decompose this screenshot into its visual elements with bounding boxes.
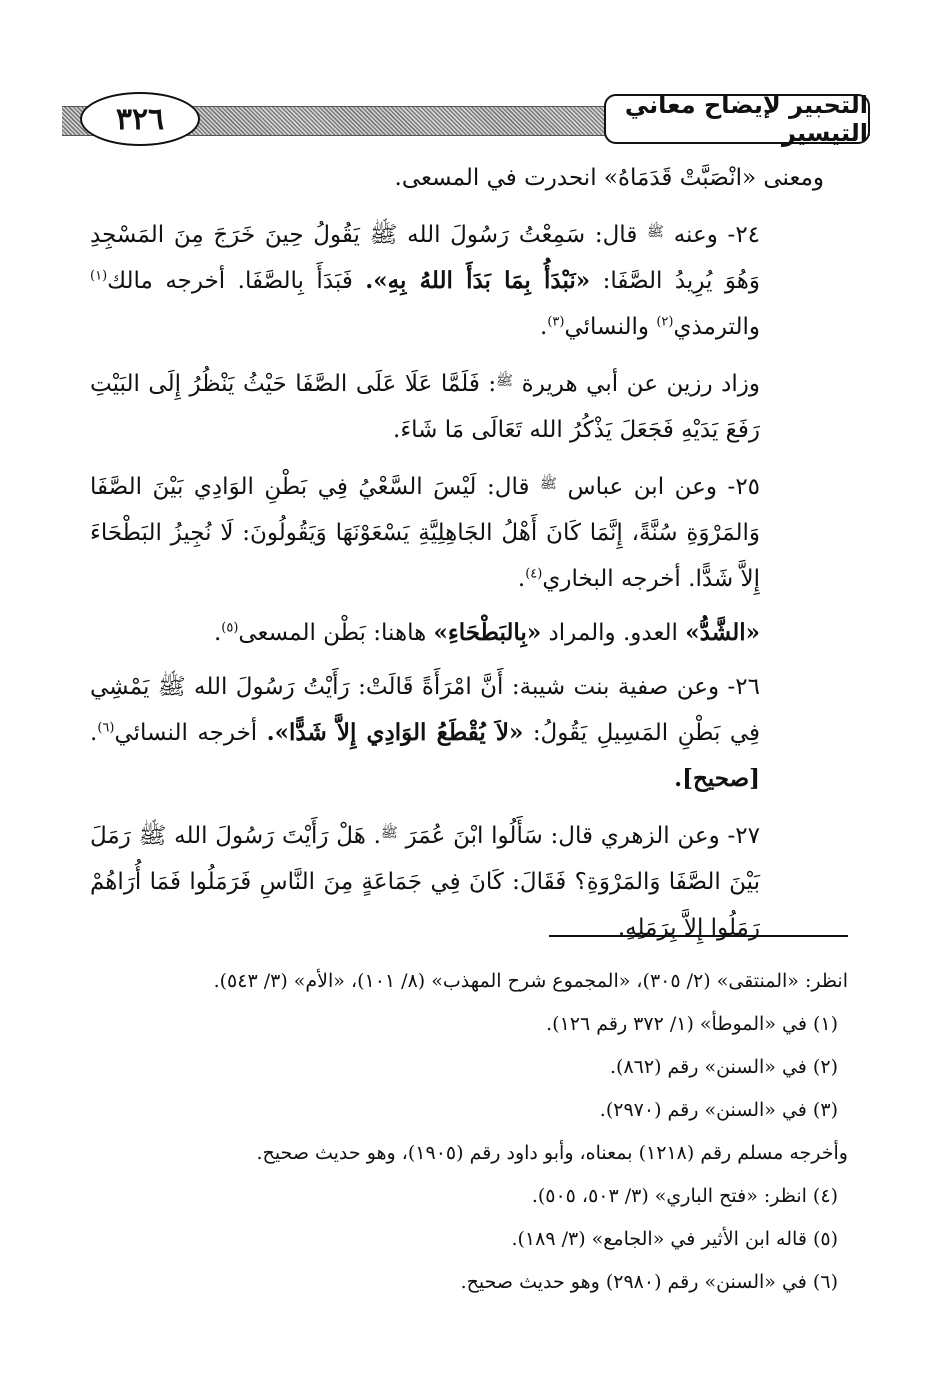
paragraph-0: [90, 155, 850, 201]
quote-bold: «لاَ يُقْطَعُ الوَادِي إِلاَّ شَدًّا».: [266, 719, 524, 746]
text: وزاد رزين عن أبي هريرة: [521, 371, 761, 397]
paragraph-razin: [90, 358, 850, 453]
text: هاهنا: بَطْن المسعى: [238, 620, 427, 646]
footnote-item: (٣) في «السنن» رقم (٢٩٧٠).: [599, 1099, 838, 1121]
footnote-item: (٤) انظر: «فتح الباري» (٣/ ٥٠٣، ٥٠٥).: [531, 1185, 838, 1207]
footnote-item: (٦) في «السنن» رقم (٢٩٨٠) وهو حديث صحيح.: [460, 1271, 838, 1293]
text: فَبَدَأَ بِالصَّفَا. أخرجه مالك: [107, 268, 353, 294]
hadith-25: [90, 461, 850, 602]
honorific-glyph: ﷺ: [540, 476, 557, 492]
term-bold: «الشَّدُّ»: [685, 619, 760, 646]
text: .: [517, 566, 526, 592]
paragraph-gloss: [90, 610, 850, 656]
paragraph-text: ومعنى «انْصَبَّتْ قَدَمَاهُ» انحدرت في المسعى.: [394, 165, 824, 191]
page-number: ٣٢٦: [80, 92, 200, 146]
text: أخرجه النسائي: [114, 720, 258, 746]
footnotes: [88, 966, 848, 1310]
text: ٢٤- وعنه: [673, 222, 761, 248]
text: ٢٥- وعن ابن عباس: [567, 474, 761, 500]
text: ٢٧- وعن الزهري قال: سَأَلُوا ابْنَ عُمَرَ: [405, 823, 761, 849]
text: .: [213, 620, 222, 646]
footnote-ref: (٢): [656, 314, 674, 330]
footnote-ref: (٦): [97, 720, 115, 736]
text: والترمذي: [673, 314, 760, 340]
honorific-glyph: ﷺ: [496, 373, 514, 389]
book-title: التحبير لإيضاح معاني التيسير: [604, 94, 870, 144]
footnote-item: (٥) قاله ابن الأثير في «الجامع» (٣/ ١٨٩).: [511, 1228, 838, 1250]
footnote-item: انظر: «المنتقى» (٢/ ٣٠٥)، «المجموع شرح المهذب» (٨/ ١٠١)، «الأم» (٣/ ٥٤٣).: [213, 970, 848, 992]
text: والنسائي: [564, 314, 650, 340]
text: : فَلَمَّا عَلَا عَلَى الصَّفَا حَيْثُ يَنْظُرُ إِلَى البَيْتِ رَفَعَ يَدَيْهِ فَجَعَلَ يَذْكُرُ الله تَعَالَى مَا شَاءَ.: [90, 371, 760, 443]
grade-label: [صحيح].: [674, 765, 760, 792]
footnote-item: (١) في «الموطأ» (١/ ٣٧٢ رقم ١٢٦).: [546, 1013, 838, 1035]
footnote-item: وأخرجه مسلم رقم (١٢١٨) بمعناه، وأبو داود رقم (١٩٠٥)، وهو حديث صحيح.: [256, 1142, 848, 1164]
honorific-glyph: ﷺ: [380, 825, 398, 841]
footnote-ref: (٤): [525, 566, 543, 582]
text: العدو. والمراد: [548, 620, 678, 646]
footnote-separator: [549, 935, 848, 937]
footnote-item: (٢) في «السنن» رقم (٨٦٢).: [610, 1056, 838, 1078]
main-text: [90, 155, 850, 959]
hadith-24: [90, 209, 850, 350]
footnote-ref: (١): [90, 268, 108, 284]
honorific-glyph: ﷺ: [647, 224, 664, 240]
page-header: [62, 92, 870, 148]
text: قال: سَمِعْتُ رَسُولَ الله ﷺ يَقُولُ حِينَ خَرَجَ مِنَ المَسْجِدِ وَهُوَ يُرِيدُ الصَّفَا:: [90, 222, 760, 294]
text: . هَلْ رَأَيْتَ رَسُولَ الله ﷺ رَمَلَ بَيْنَ الصَّفَا وَالمَرْوَةِ؟ فَقَالَ: كَانَ فِي جَمَاعَةٍ مِنَ النَّاسِ فَرَمَلُوا فَمَا أُرَاهُمْ رَمَلُوا إِلاَّ بِرَمَلِهِ.: [90, 823, 760, 941]
quote-bold: «نَبْدَأُ بِمَا بَدَأَ اللهُ بِهِ».: [365, 267, 591, 294]
text: ٢٦- وعن صفية بنت شيبة: أَنَّ امْرَأَةً قَالَتْ: رَأَيْتُ رَسُولَ الله ﷺ يَمْشِي فِي بَطْنِ المَسِيلِ يَقُولُ:: [90, 674, 761, 746]
hadith-26: [90, 664, 850, 802]
term-bold: «بِالبَطْحَاءِ»: [433, 619, 542, 646]
footnote-ref: (٥): [221, 620, 239, 636]
text: .: [90, 720, 98, 746]
text: قال: لَيْسَ السَّعْيُ فِي بَطْنِ الوَادِي بَيْنَ الصَّفَا وَالمَرْوَةِ سُنَّةً، إِنَّمَا كَانَ أَهْلُ الجَاهِلِيَّةِ يَسْعَوْنَهَا وَيَقُولُونَ: لَا نُجِيزُ البَطْحَاءَ إِلاَّ شَدًّا. أخرجه البخاري: [90, 474, 760, 592]
footnote-ref: (٣): [547, 314, 565, 330]
text: .: [540, 314, 548, 340]
hadith-27: [90, 810, 850, 951]
